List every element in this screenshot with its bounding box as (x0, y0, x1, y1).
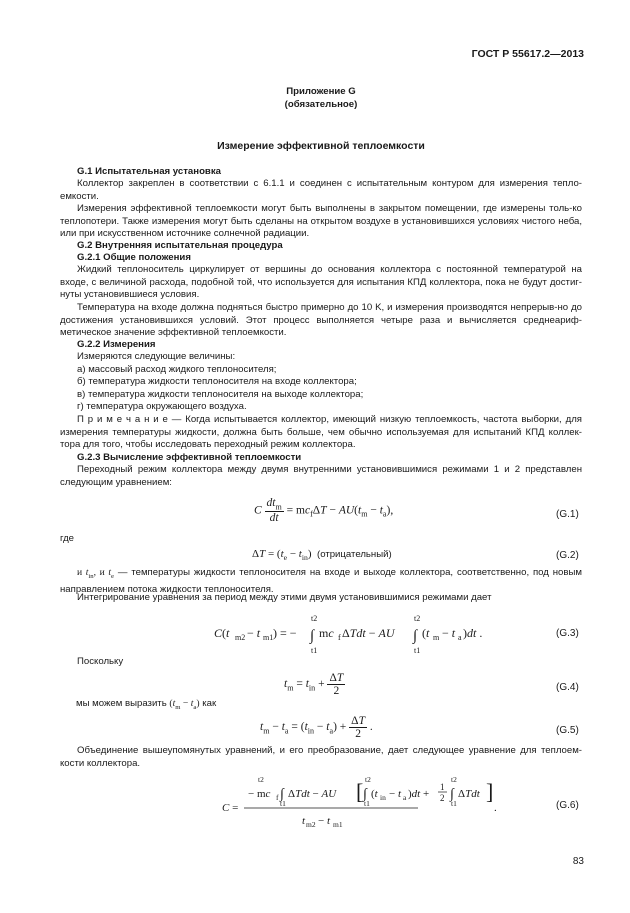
svg-text:t2: t2 (258, 775, 264, 784)
annex-title: Приложение G (286, 86, 356, 97)
svg-text:t1: t1 (451, 799, 457, 808)
svg-text:f: f (276, 793, 279, 802)
svg-text:1: 1 (440, 782, 445, 792)
svg-text:t2: t2 (365, 775, 371, 784)
since-text: Поскольку (77, 656, 124, 667)
g21-paragraph-1: Жидкий теплоноситель циркулирует от вершины до основания коллектора с постоянной температурой на входе, с величиной расхода, подобной той, что используется для испытания КПД коллектора, пока не будут достиг-нуты установившиеся условия. (60, 264, 582, 301)
note (60, 414, 582, 452)
svg-text:in: in (380, 793, 386, 802)
temperature-explanation: и $t_{in}$, и $t_e$ — температуры жидкости теплоносителя на входе и выходе коллектора, соответственно, под новым направлением потока жидкости теплоносителя. (60, 567, 582, 595)
svg-text:t2: t2 (451, 775, 457, 784)
svg-text:) = −: ) = − (273, 626, 297, 640)
equation-g1: C $\frac{dt_m}{dt}$ = $mc_f\Delta T - AU(t_m - t_a)$, (254, 497, 394, 525)
g21-paragraph-2: Температура на входе должна подняться быстро примерно до 10 K, и измерения производятся непрерыв-но до достижения установившихся условий. Этот процесс выполняется четыре раза и вычисляется среднеариф-метическое значение эффективной теплоемкости. (60, 302, 582, 339)
svg-text:t1: t1 (364, 799, 370, 808)
temperature-explanation-text: — температуры жидкости теплоносителя на входе и выходе коллектора, соответственно, под новым направлением потока жидкости теплоносителя. (60, 567, 582, 595)
svg-text:2: 2 (440, 793, 445, 803)
section-title: Измерение эффективной теплоемкости (217, 140, 425, 152)
svg-text:mc: mc (319, 626, 334, 640)
note-label: П р и м е ч а н и е — (77, 414, 182, 425)
express-as: как (202, 698, 217, 709)
equation-number: (G.2) (556, 550, 579, 561)
svg-text:m: m (433, 633, 440, 642)
svg-text:− mc: − mc (248, 788, 271, 800)
svg-text:t2: t2 (311, 614, 318, 623)
svg-text:m2: m2 (235, 633, 246, 642)
svg-text:m1: m1 (263, 633, 274, 642)
svg-text:t1: t1 (280, 799, 286, 808)
svg-text:ΔTdt: ΔTdt (458, 788, 480, 800)
svg-text:(t: (t (371, 788, 378, 800)
svg-text:∫: ∫ (450, 787, 454, 802)
list-item: г) температура окружающего воздуха. (77, 401, 247, 412)
svg-text:a: a (403, 793, 407, 802)
svg-text:∫: ∫ (363, 787, 367, 802)
g23-paragraph: Переходный режим коллектора между двумя внутренними установившимися режимами 1 и 2 представлен следующим уравнением: (60, 464, 582, 488)
g21-heading: G.2.1 Общие положения (77, 252, 191, 263)
page-number: 83 (572, 856, 584, 867)
equation-g6-svg (222, 776, 552, 832)
g1-heading: G.1 Испытательная установка (77, 166, 221, 177)
list-item: а) массовый расход жидкого теплоносителя; (77, 364, 277, 375)
svg-text:C(t: C(t (214, 626, 230, 640)
combine-text: Объединение вышеупомянутых уравнений, и его преобразование, дает следующее уравнение для теплоем-кости коллектора. (60, 745, 582, 769)
list-item: б) температура жидкости теплоносителя на входе коллектора; (77, 376, 357, 387)
svg-text:− t: − t (318, 815, 331, 827)
equation-number: (G.5) (556, 725, 579, 736)
express-text: мы можем выразить $(t_m - t_a)$ как (76, 698, 217, 711)
svg-text:f: f (338, 633, 341, 642)
svg-text:.: . (494, 802, 497, 814)
g1-paragraph-2: Измерения эффективной теплоемкости могут быть выполнены в закрытом помещении, где измерены толь-ко теплопотери. Также измерения могут быть сделаны на открытом воздухе в установившихся условиях чистого неба, или при искусственном источнике солнечной радиации. (60, 203, 582, 240)
standard-number: ГОСТ Р 55617.2—2013 (471, 48, 584, 60)
svg-text:(t: (t (422, 626, 430, 640)
svg-text:m1: m1 (333, 820, 343, 829)
svg-text:t1: t1 (414, 646, 421, 655)
equation-number: (G.4) (556, 682, 579, 693)
g23-heading: G.2.3 Вычисление эффективной теплоемкости (77, 452, 302, 463)
svg-text:∫: ∫ (280, 787, 284, 802)
svg-text:]: ] (486, 779, 494, 804)
express-label: мы можем выразить (76, 698, 167, 709)
equation-g4: $t_m = t_{in}$ + $\frac{\Delta T}{2}$ (284, 672, 344, 697)
equation-g6 (222, 776, 552, 835)
equation-number: (G.6) (556, 800, 579, 811)
svg-text:m2: m2 (306, 820, 316, 829)
svg-text:C =: C = (222, 802, 239, 814)
svg-text:[: [ (356, 779, 364, 804)
g22-heading: G.2.2 Измерения (77, 339, 156, 350)
svg-text:)dt +: )dt + (408, 788, 430, 800)
svg-text:)dt .: )dt . (463, 626, 483, 640)
equation-number: (G.1) (556, 509, 579, 520)
equation-g3 (214, 613, 570, 658)
list-item: в) температура жидкости теплоносителя на выходе коллектора; (77, 389, 364, 400)
g1-paragraph-1: Коллектор закреплен в соответствии с 6.1.1 и соединен с испытательным контуром для измерения тепло-емкости. (60, 178, 582, 202)
svg-text:ΔTdt − AU: ΔTdt − AU (342, 626, 395, 640)
equation-number: (G.3) (556, 628, 579, 639)
svg-text:∫: ∫ (310, 628, 315, 644)
svg-text:− t: − t (389, 788, 402, 800)
svg-text:− t: − t (247, 626, 261, 640)
equation-g3-svg (214, 613, 570, 655)
equation-g2: $\Delta T = (t_e - t_{in})$ (отрицательный) (252, 548, 392, 563)
note-text: Когда испытывается коллектор, имеющий низкую теплоемкость, частота выборки, для измерения температуры жидкости, должна быть больше, чем обычно используемая для испытаний КПД коллек-тора для того, чтобы исследовать переходный режим коллектора. (60, 414, 582, 451)
annex-status: (обязательное) (284, 99, 358, 110)
svg-text:t2: t2 (414, 614, 421, 623)
svg-text:ΔTdt − AU: ΔTdt − AU (288, 788, 337, 800)
svg-text:t1: t1 (311, 646, 318, 655)
g22-intro: Измеряются следующие величины: (77, 351, 236, 362)
where-label: где (60, 533, 75, 544)
g2-heading: G.2 Внутренняя испытательная процедура (77, 240, 283, 251)
integration-text: Интегрирование уравнения за период между этими двумя установившимися режимами дает (77, 592, 492, 603)
equation-g5: $t_m - t_a = (t_{in} - t_a)$ + $\frac{\Delta T}{2}$ . (260, 715, 373, 740)
svg-text:t: t (302, 815, 306, 827)
svg-text:∫: ∫ (413, 628, 418, 644)
svg-text:− t: − t (442, 626, 456, 640)
delta-note: (отрицательный) (317, 549, 392, 560)
svg-text:a: a (458, 633, 462, 642)
